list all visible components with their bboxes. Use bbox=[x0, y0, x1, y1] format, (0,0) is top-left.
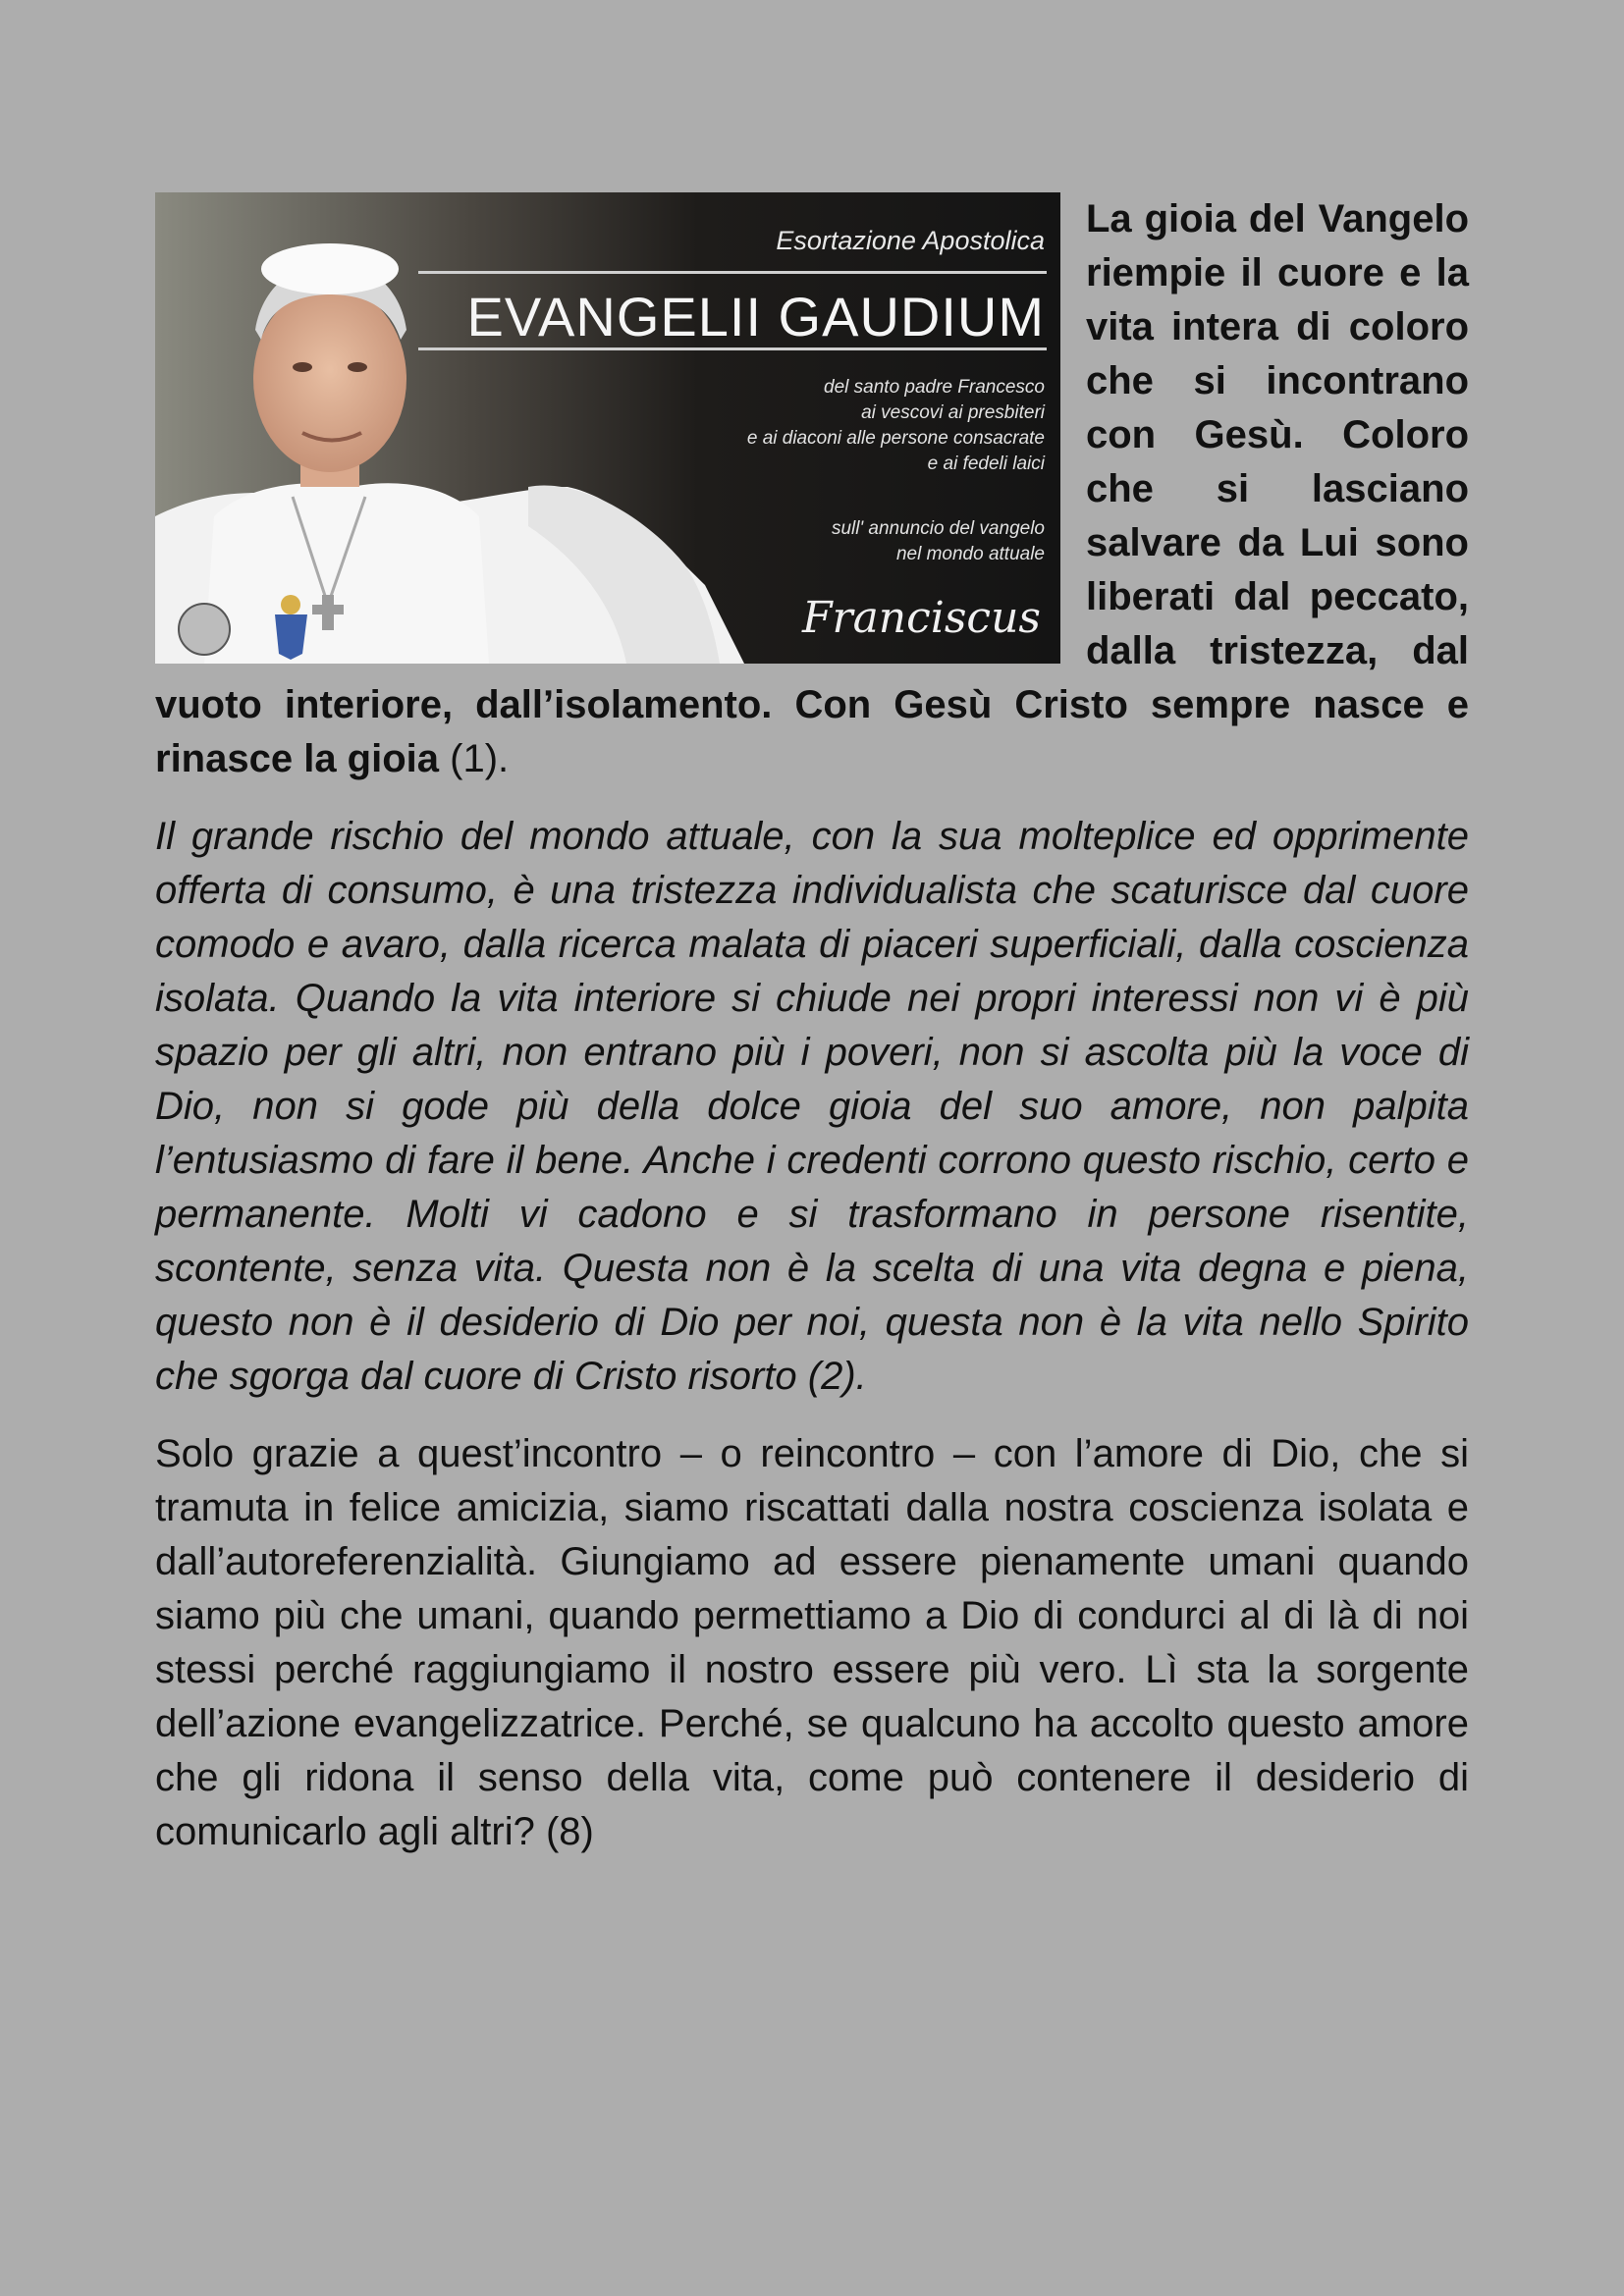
banner-signature: Franciscus bbox=[802, 593, 1041, 643]
paragraph-3: Solo grazie a quest’incontro – o reincontro – con l’amore di Dio, che si tramuta in felice amicizia, siamo riscattati dalla nostra coscienza isolata e dall’autoreferenzialità. Giungiamo ad essere pienamente umani quando siamo più che umani, quando permettiamo a Dio di condurci al di là di noi stessi perché raggiungiamo il nostro essere più vero. Lì sta la sorgente dell’azione evangelizzatrice. Perché, se qualcuno ha accolto questo amore che gli ridona il senso della vita, come può contenere il desiderio di comunicarlo agli altri? (8) bbox=[155, 1432, 1469, 1853]
banner-title: EVANGELII GAUDIUM bbox=[466, 286, 1045, 347]
banner-subtitle: Esortazione Apostolica bbox=[776, 226, 1045, 255]
banner-recipients: del santo padre Francesco ai vescovi ai presbiteri e ai diaconi alle persone consacrate e ai fedeli laici bbox=[746, 377, 1045, 474]
paragraph-1-bold: La gioia del Vangelo riempie il cuore e la vita intera di coloro che si incontrano con Gesù. Coloro che si lasciano salvare da Lui sono liberati dal peccato, dalla tristezza, dal vuoto interiore, dall’isolamento. Con Gesù Cristo sempre nasce e rinasce la gioia bbox=[155, 197, 1469, 780]
banner-topic: sull' annuncio del vangelo nel mondo attuale bbox=[831, 518, 1045, 564]
paragraph-1-ref: (1). bbox=[439, 737, 510, 780]
paragraph-2: Il grande rischio del mondo attuale, con la sua molteplice ed opprimente offerta di consumo, è una tristezza individualista che scaturisce dal cuore comodo e avaro, dalla ricerca malata di piaceri superficiali, dalla coscienza isolata. Quando la vita interiore si chiude nei propri interessi non vi è più spazio per gli altri, non entrano più i poveri, non si ascolta più la voce di Dio, non si gode più della dolce gioia del suo amore, non palpita l’entusiasmo di fare il bene. Anche i credenti corrono questo rischio, certo e permanente. Molti vi cadono e si trasformano in persone risentite, scontente, senza vita. Questa non è la scelta di una vita degna e piena, questo non è il desiderio di Dio per noi, questa non è la vita nello Spirito che sgorga dal cuore di Cristo risorto (2). bbox=[155, 815, 1469, 1398]
evangelii-gaudium-banner bbox=[155, 192, 1060, 664]
banner-rule-top bbox=[418, 271, 1047, 274]
banner-rule-bottom bbox=[418, 347, 1047, 350]
